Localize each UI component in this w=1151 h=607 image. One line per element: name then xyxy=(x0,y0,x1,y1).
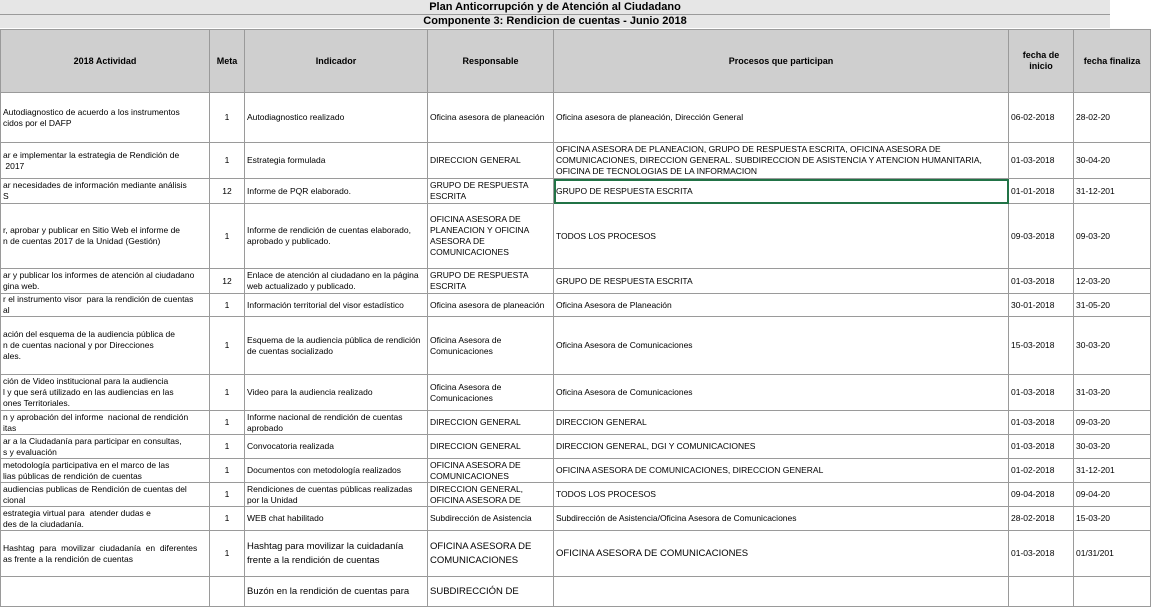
cell-indicador[interactable]: Estrategia formulada xyxy=(245,143,428,179)
cell-fecha-inicio[interactable]: 01-01-2018 xyxy=(1009,179,1074,204)
cell-meta[interactable]: 12 xyxy=(210,269,245,294)
cell-meta[interactable]: 1 xyxy=(210,143,245,179)
cell-fecha-fin[interactable]: 31-03-20 xyxy=(1074,375,1151,411)
cell-fecha-fin[interactable]: 09-04-20 xyxy=(1074,483,1151,507)
cell-actividad[interactable] xyxy=(1,577,210,607)
title-divider xyxy=(0,14,1110,15)
table-row xyxy=(1,143,1151,179)
cell-meta[interactable]: 1 xyxy=(210,375,245,411)
header-fecha-inicio[interactable]: fecha de inicio xyxy=(1009,30,1074,93)
cell-meta[interactable]: 1 xyxy=(210,294,245,317)
cell-fecha-inicio[interactable]: 01-03-2018 xyxy=(1009,143,1074,179)
header-actividad[interactable]: 2018 Actividad xyxy=(1,30,210,93)
table-row xyxy=(1,411,1151,435)
cell-fecha-fin[interactable]: 09-03-20 xyxy=(1074,204,1151,269)
cell-meta[interactable] xyxy=(210,577,245,607)
cell-responsable[interactable]: Oficina Asesora de Comunicaciones xyxy=(428,317,554,375)
cell-actividad[interactable]: audiencias publicas de Rendición de cuentas del cional xyxy=(1,483,210,507)
table-row xyxy=(1,435,1151,459)
cell-indicador[interactable]: Hashtag para movilizar la cuidadanía frente a la rendición de cuentas xyxy=(245,531,428,577)
cell-fecha-fin[interactable]: 30-04-20 xyxy=(1074,143,1151,179)
cell-fecha-inicio[interactable]: 30-01-2018 xyxy=(1009,294,1074,317)
cell-fecha-inicio[interactable]: 09-04-2018 xyxy=(1009,483,1074,507)
table-row xyxy=(1,93,1151,143)
cell-meta[interactable]: 1 xyxy=(210,411,245,435)
cell-actividad[interactable]: ar e implementar la estrategia de Rendición de 2017 xyxy=(1,143,210,179)
cell-responsable[interactable]: OFICINA ASESORA DE COMUNICACIONES xyxy=(428,459,554,483)
cell-fecha-fin[interactable]: 28-02-20 xyxy=(1074,93,1151,143)
cell-procesos[interactable]: Oficina Asesora de Comunicaciones xyxy=(554,317,1009,375)
header-row xyxy=(1,30,1151,93)
cell-fecha-inicio[interactable]: 01-02-2018 xyxy=(1009,459,1074,483)
cell-procesos[interactable]: Subdirección de Asistencia/Oficina Asesora de Comunicaciones xyxy=(554,507,1009,531)
cell-actividad[interactable]: ar a la Ciudadanía para participar en consultas, s y evaluación xyxy=(1,435,210,459)
table-row xyxy=(1,269,1151,294)
cell-responsable[interactable]: OFICINA ASESORA DE COMUNICACIONES xyxy=(428,531,554,577)
cell-responsable[interactable]: DIRECCION GENERAL xyxy=(428,143,554,179)
cell-responsable[interactable]: Oficina asesora de planeación xyxy=(428,93,554,143)
cell-procesos[interactable]: DIRECCION GENERAL xyxy=(554,411,1009,435)
cell-fecha-inicio[interactable]: 01-03-2018 xyxy=(1009,269,1074,294)
cell-responsable[interactable]: DIRECCION GENERAL, OFICINA ASESORA DE xyxy=(428,483,554,507)
table-row xyxy=(1,459,1151,483)
cell-indicador[interactable]: Informe nacional de rendición de cuentas aprobado xyxy=(245,411,428,435)
cell-fecha-fin[interactable]: 30-03-20 xyxy=(1074,317,1151,375)
sheet-subtitle: Componente 3: Rendicion de cuentas - Junio 2018 xyxy=(423,15,687,27)
cell-meta[interactable]: 1 xyxy=(210,531,245,577)
cell-actividad[interactable]: Autodiagnostico de acuerdo a los instrumentos cidos por el DAFP xyxy=(1,93,210,143)
cell-procesos[interactable]: GRUPO DE RESPUESTA ESCRITA xyxy=(554,269,1009,294)
cell-procesos[interactable] xyxy=(554,577,1009,607)
cell-responsable[interactable]: SUBDIRECCIÓN DE xyxy=(428,577,554,607)
cell-indicador[interactable]: Informe de rendición de cuentas elaborado, aprobado y publicado. xyxy=(245,204,428,269)
cell-meta[interactable]: 1 xyxy=(210,317,245,375)
cell-procesos[interactable]: DIRECCION GENERAL, DGI Y COMUNICACIONES xyxy=(554,435,1009,459)
cell-indicador[interactable]: Información territorial del visor estadístico xyxy=(245,294,428,317)
cell-indicador[interactable]: Convocatoria realizada xyxy=(245,435,428,459)
header-responsable[interactable]: Responsable xyxy=(428,30,554,93)
cell-indicador[interactable]: WEB chat habilitado xyxy=(245,507,428,531)
cell-responsable[interactable]: Oficina asesora de planeación xyxy=(428,294,554,317)
cell-procesos[interactable]: TODOS LOS PROCESOS xyxy=(554,483,1009,507)
cell-fecha-fin[interactable]: 31-05-20 xyxy=(1074,294,1151,317)
table-row xyxy=(1,507,1151,531)
cell-fecha-inicio[interactable]: 09-03-2018 xyxy=(1009,204,1074,269)
cell-fecha-fin[interactable]: 12-03-20 xyxy=(1074,269,1151,294)
cell-indicador[interactable]: Buzón en la rendición de cuentas para xyxy=(245,577,428,607)
cell-fecha-fin[interactable] xyxy=(1074,577,1151,607)
table-row xyxy=(1,531,1151,577)
header-fecha-fin[interactable]: fecha finaliza xyxy=(1074,30,1151,93)
cell-fecha-inicio[interactable]: 28-02-2018 xyxy=(1009,507,1074,531)
cell-procesos[interactable]: GRUPO DE RESPUESTA ESCRITA xyxy=(554,179,1009,204)
cell-indicador[interactable]: Documentos con metodología realizados xyxy=(245,459,428,483)
cell-fecha-fin[interactable]: 31-12-201 xyxy=(1074,179,1151,204)
cell-indicador[interactable]: Esquema de la audiencia pública de rendición de cuentas socializado xyxy=(245,317,428,375)
cell-fecha-inicio[interactable]: 06-02-2018 xyxy=(1009,93,1074,143)
cell-fecha-inicio[interactable] xyxy=(1009,577,1074,607)
cell-meta[interactable]: 1 xyxy=(210,93,245,143)
spreadsheet-table xyxy=(0,29,1151,607)
cell-fecha-fin[interactable]: 09-03-20 xyxy=(1074,411,1151,435)
header-procesos[interactable]: Procesos que participan xyxy=(554,30,1009,93)
cell-fecha-inicio[interactable]: 01-03-2018 xyxy=(1009,411,1074,435)
cell-actividad[interactable]: metodología participativa en el marco de las lias públicas de rendición de cuentas xyxy=(1,459,210,483)
cell-fecha-inicio[interactable]: 01-03-2018 xyxy=(1009,375,1074,411)
header-meta[interactable]: Meta xyxy=(210,30,245,93)
cell-procesos[interactable]: Oficina Asesora de Comunicaciones xyxy=(554,375,1009,411)
cell-fecha-inicio[interactable]: 01-03-2018 xyxy=(1009,435,1074,459)
cell-procesos[interactable]: Oficina asesora de planeación, Dirección General xyxy=(554,93,1009,143)
cell-actividad[interactable]: n y aprobación del informe nacional de rendición itas xyxy=(1,411,210,435)
cell-actividad[interactable]: r el instrumento visor para la rendición de cuentas al xyxy=(1,294,210,317)
cell-meta[interactable]: 1 xyxy=(210,507,245,531)
table-row xyxy=(1,375,1151,411)
cell-indicador[interactable]: Informe de PQR elaborado. xyxy=(245,179,428,204)
cell-procesos[interactable]: OFICINA ASESORA DE COMUNICACIONES, DIRECCION GENERAL xyxy=(554,459,1009,483)
cell-meta[interactable]: 12 xyxy=(210,179,245,204)
cell-procesos[interactable]: Oficina Asesora de Planeación xyxy=(554,294,1009,317)
table-row xyxy=(1,317,1151,375)
cell-indicador[interactable]: Video para la audiencia realizado xyxy=(245,375,428,411)
table-row xyxy=(1,483,1151,507)
sheet-title: Plan Anticorrupción y de Atención al Ciudadano xyxy=(429,1,681,13)
cell-responsable[interactable]: GRUPO DE RESPUESTA ESCRITA xyxy=(428,179,554,204)
cell-meta[interactable]: 1 xyxy=(210,435,245,459)
cell-procesos[interactable]: OFICINA ASESORA DE PLANEACION, GRUPO DE RESPUESTA ESCRITA, OFICINA ASESORA DE COMUNICACIONES, DIRECCION GENERAL. SUBDIRECCION DE ASISTENCIA Y ATENCION HUMANITARIA, OFICINA DE TECNOLOGIAS DE LA INFORMACION xyxy=(554,143,1009,179)
cell-fecha-fin[interactable]: 15-03-20 xyxy=(1074,507,1151,531)
cell-actividad[interactable]: ción de Video institucional para la audiencia l y que será utilizado en las audiencias en las ones Territoriales. xyxy=(1,375,210,411)
header-indicador[interactable]: Indicador xyxy=(245,30,428,93)
cell-responsable[interactable]: DIRECCION GENERAL xyxy=(428,411,554,435)
cell-actividad[interactable]: ación del esquema de la audiencia pública de n de cuentas nacional y por Direcciones ales. xyxy=(1,317,210,375)
table-row xyxy=(1,577,1151,607)
cell-actividad[interactable]: estrategia virtual para atender dudas e des de la ciudadanía. xyxy=(1,507,210,531)
cell-actividad[interactable]: Hashtag para movilizar ciudadanía en diferentes as frente a la rendición de cuentas xyxy=(1,531,210,577)
table-row xyxy=(1,294,1151,317)
cell-indicador[interactable]: Rendiciones de cuentas públicas realizadas por la Unidad xyxy=(245,483,428,507)
table-row xyxy=(1,204,1151,269)
table-row xyxy=(1,179,1151,204)
cell-responsable[interactable]: OFICINA ASESORA DE PLANEACION Y OFICINA ASESORA DE COMUNICACIONES xyxy=(428,204,554,269)
cell-indicador[interactable]: Enlace de atención al ciudadano en la página web actualizado y publicado. xyxy=(245,269,428,294)
cell-meta[interactable]: 1 xyxy=(210,204,245,269)
cell-responsable[interactable]: GRUPO DE RESPUESTA ESCRITA xyxy=(428,269,554,294)
cell-meta[interactable]: 1 xyxy=(210,459,245,483)
cell-actividad[interactable]: r, aprobar y publicar en Sitio Web el informe de n de cuentas 2017 de la Unidad (Gestión) xyxy=(1,204,210,269)
cell-fecha-inicio[interactable]: 15-03-2018 xyxy=(1009,317,1074,375)
cell-responsable[interactable]: Oficina Asesora de Comunicaciones xyxy=(428,375,554,411)
cell-fecha-fin[interactable]: 31-12-201 xyxy=(1074,459,1151,483)
cell-actividad[interactable]: ar necesidades de información mediante análisis S xyxy=(1,179,210,204)
cell-fecha-fin[interactable]: 01/31/201 xyxy=(1074,531,1151,577)
cell-fecha-inicio[interactable]: 01-03-2018 xyxy=(1009,531,1074,577)
cell-fecha-fin[interactable]: 30-03-20 xyxy=(1074,435,1151,459)
cell-procesos[interactable]: TODOS LOS PROCESOS xyxy=(554,204,1009,269)
cell-indicador[interactable]: Autodiagnostico realizado xyxy=(245,93,428,143)
cell-responsable[interactable]: Subdirección de Asistencia xyxy=(428,507,554,531)
cell-actividad[interactable]: ar y publicar los informes de atención al ciudadano gina web. xyxy=(1,269,210,294)
cell-procesos[interactable]: OFICINA ASESORA DE COMUNICACIONES xyxy=(554,531,1009,577)
cell-responsable[interactable]: DIRECCION GENERAL xyxy=(428,435,554,459)
cell-meta[interactable]: 1 xyxy=(210,483,245,507)
